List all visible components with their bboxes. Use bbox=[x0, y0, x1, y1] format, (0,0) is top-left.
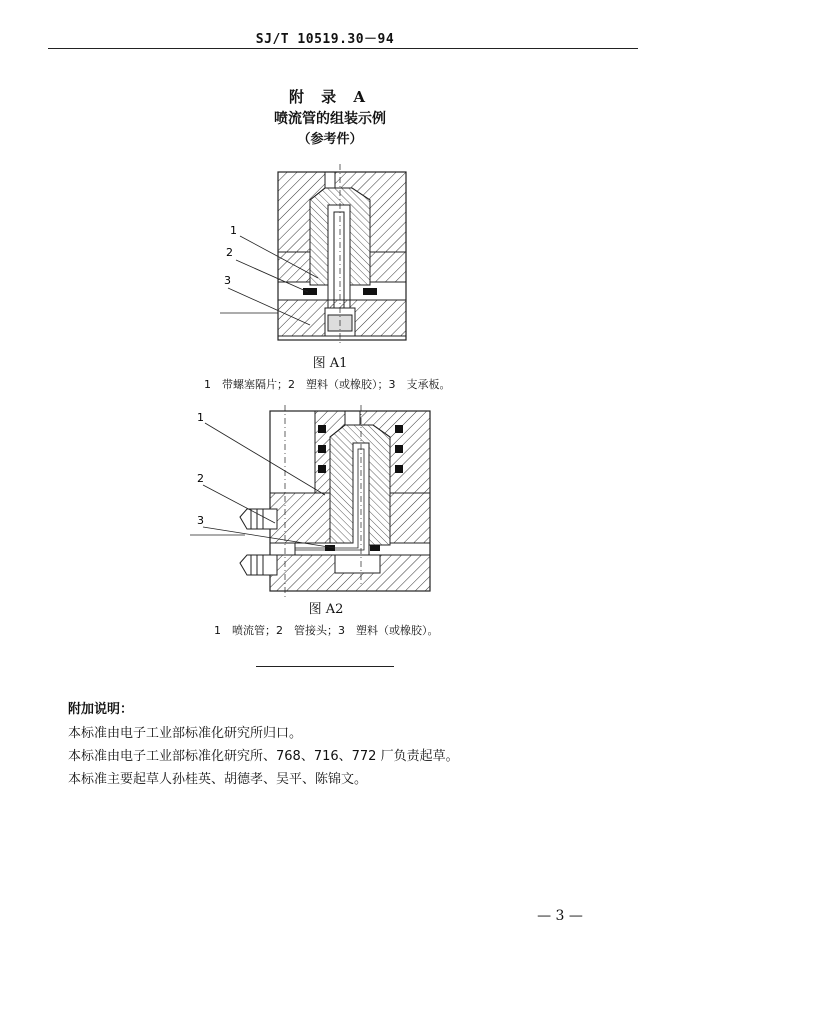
a2-fitting-lower bbox=[240, 555, 277, 575]
a1-gasket-right bbox=[363, 288, 377, 295]
a2-callout-1: 1 bbox=[197, 411, 204, 424]
a2-callout-3: 3 bbox=[197, 514, 204, 527]
a1-mid-plate-right bbox=[370, 252, 406, 282]
standard-code: SJ/T 10519.30－94 bbox=[255, 32, 395, 47]
a2-leader-2 bbox=[203, 485, 275, 523]
a1-callout-1: 1 bbox=[230, 224, 237, 237]
additional-note-line: 本标准由电子工业部标准化研究所归口。 bbox=[68, 726, 303, 741]
figure-a2-legend: 1 喷流管；2 管接头；3 塑料（或橡胶）。 bbox=[214, 624, 439, 637]
a1-mid-plate-left bbox=[278, 252, 310, 282]
figure-a2-caption: 图 A2 bbox=[308, 602, 344, 617]
a2-callout-2: 2 bbox=[197, 472, 204, 485]
figure-a2-drawing bbox=[185, 405, 440, 600]
a2-fitting-upper bbox=[240, 509, 277, 529]
additional-note-line: 本标准主要起草人孙桂英、胡德孝、吴平、陈锦文。 bbox=[68, 772, 368, 787]
additional-notes-title: 附加说明： bbox=[68, 702, 134, 717]
header-rule bbox=[48, 48, 638, 49]
page-number: — 3 — bbox=[537, 908, 583, 924]
figure-a1-drawing bbox=[200, 160, 430, 345]
a1-callout-3: 3 bbox=[224, 274, 231, 287]
a2-mid-plate bbox=[270, 493, 330, 543]
figure-a1-caption: 图 A1 bbox=[312, 356, 348, 371]
figure-a1-legend: 1 带螺塞隔片；2 塑料（或橡胶）；3 支承板。 bbox=[204, 378, 451, 391]
a1-callout-2: 2 bbox=[226, 246, 233, 259]
appendix-title: 附 录 A bbox=[288, 88, 372, 106]
appendix-note: （参考件） bbox=[297, 132, 363, 147]
a2-leader-1 bbox=[205, 423, 325, 495]
section-rule bbox=[256, 666, 394, 667]
additional-note-line: 本标准由电子工业部标准化研究所、768、716、772 厂负责起草。 bbox=[68, 749, 459, 764]
appendix-subtitle: 喷流管的组装示例 bbox=[274, 111, 386, 127]
a1-gasket-left bbox=[303, 288, 317, 295]
